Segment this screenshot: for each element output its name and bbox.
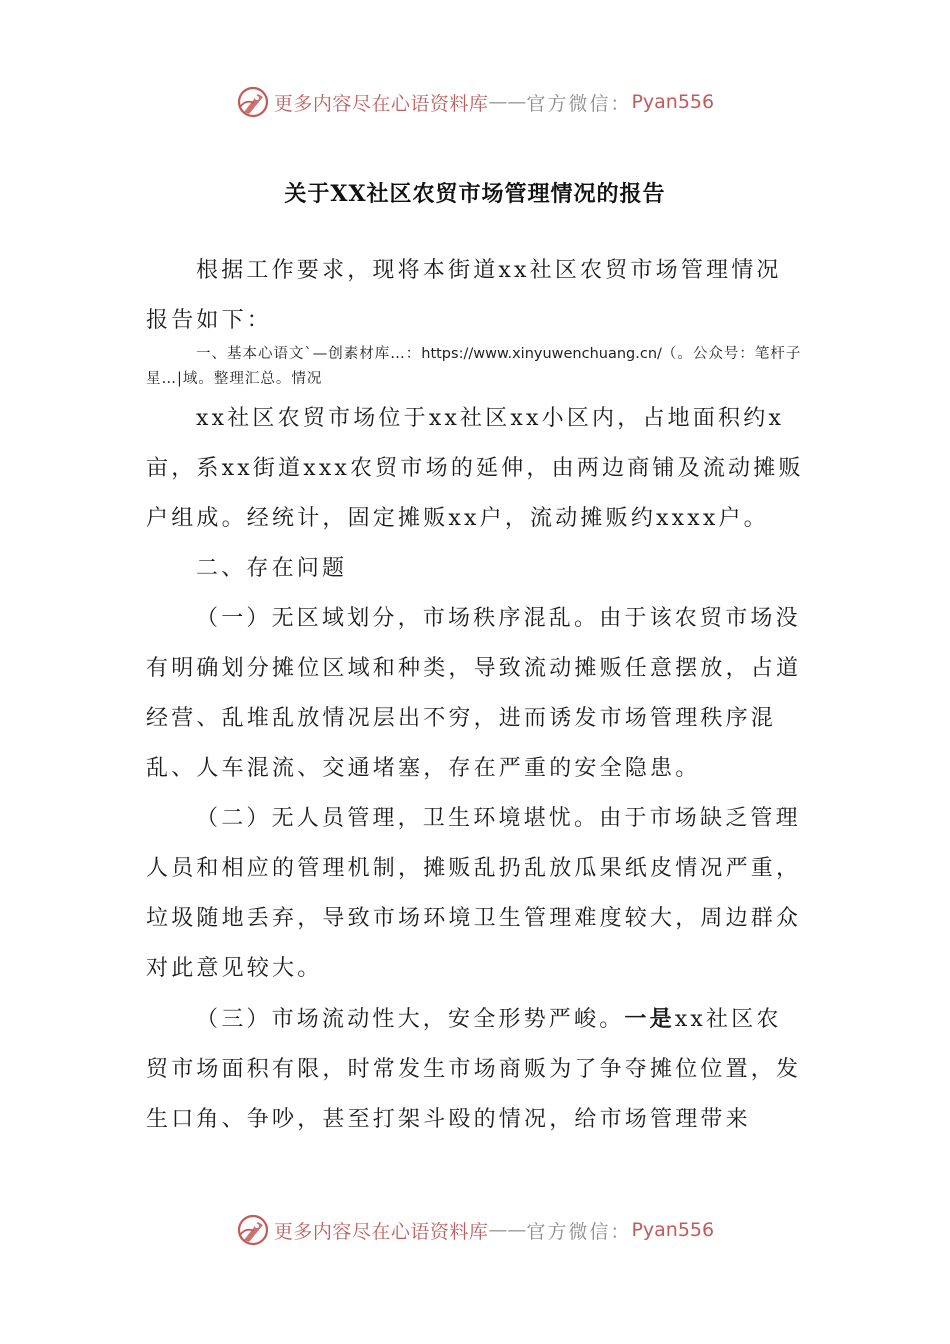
market-overview-paragraph: xx社区农贸市场位于xx社区xx小区内，占地面积约x亩，系xx街道xxx农贸市场的延伸，由两边商铺及流动摊贩户组成。经统计，固定摊贩xx户，流动摊贩约xxxx户。 [146,406,804,531]
footer-banner [0,1210,950,1250]
document-body [146,246,806,1145]
problem-3-body: xx社区农贸市场面积有限，时常发生市场商贩为了争夺摊位位置，发生口角、争吵，甚至打架斗殴的情况，给市场管理带来 [146,1007,802,1132]
problem-1-paragraph: （一）无区域划分，市场秩序混乱。由于该农贸市场没有明确划分摊位区域和种类，导致流动摊贩任意摆放，占道经营、乱堆乱放情况层出不穷，进而诱发市场管理秩序混乱、人车混流、交通堵塞，存在严重的安全隐患。 [146,606,802,781]
section-heading-problems: 二、存在问题 [196,556,348,581]
banner-wechat-label: 官方微信： [526,1220,632,1243]
document-title: 关于XX社区农贸市场管理情况的报告 [284,181,666,207]
problem-2-paragraph: （二）无人员管理，卫生环境堪忧。由于市场缺乏管理人员和相应的管理机制，摊贩乱扔乱放瓜果纸皮情况严重，垃圾随地丢弃，导致市场环境卫生管理难度较大，周边群众对此意见较大。 [146,806,802,981]
problem-3-heading: （三）市场流动性大，安全形势严峻。 [196,1007,625,1032]
banner-wechat-label: 官方微信： [526,92,632,115]
banner-promo-text: 更多内容尽在心语资料库 [273,92,489,115]
source-note [146,342,806,392]
banner-promo-text: 更多内容尽在心语资料库 [273,1220,489,1243]
banner-wechat-id: Pyan556 [631,91,715,113]
pen-nib-logo-icon [236,85,270,119]
intro-paragraph: 根据工作要求，现将本街道xx社区农贸市场管理情况报告如下： [146,258,782,333]
banner-dash: —— [488,91,527,113]
header-banner [0,82,950,122]
banner-dash: —— [488,1219,527,1241]
pen-nib-logo-icon [236,1213,270,1247]
problem-3-paragraph [146,994,806,1145]
note-url: https://www.xinyuwenchuang.cn/ [421,346,662,362]
note-prefix: 一、基本心语文`—创素材库…： [196,346,422,362]
banner-wechat-id: Pyan556 [631,1219,715,1241]
note-suffix: （。公众号：笔杆子星…|域。整理汇总。情况 [146,346,802,387]
problem-3-bold-lead: 一是 [624,1006,675,1032]
